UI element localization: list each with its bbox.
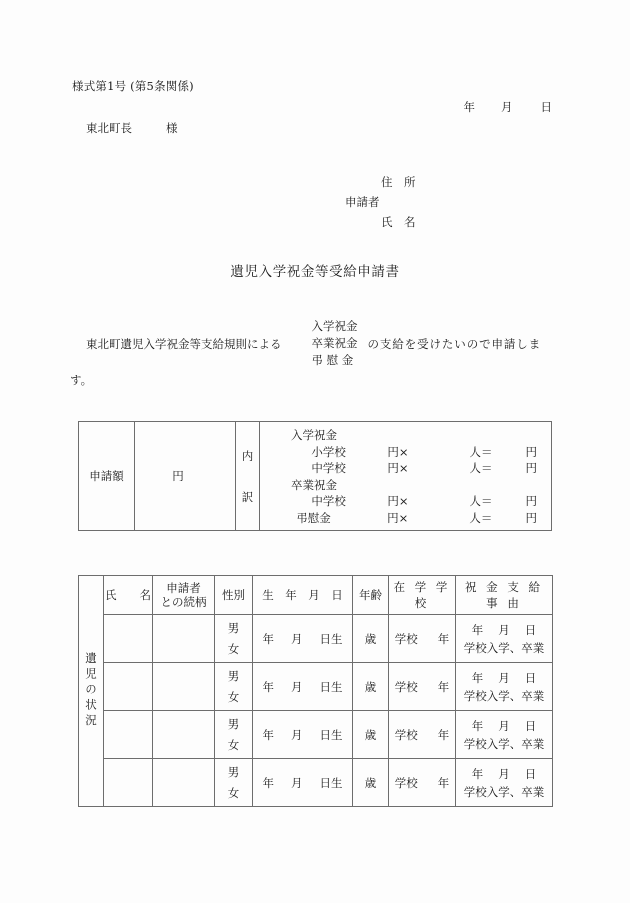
cell-relation[interactable] [153, 759, 215, 807]
cell-relation[interactable] [153, 711, 215, 759]
cell-gender[interactable] [215, 615, 253, 663]
addressee-name: 東北町長 [86, 121, 132, 135]
cell-reason[interactable] [456, 615, 553, 663]
cell-reason[interactable] [456, 711, 553, 759]
amount-value-cell[interactable]: 円 [135, 422, 236, 531]
amount-table [78, 421, 552, 531]
reason-day-label: 日 [524, 718, 537, 733]
breakdown-name: 入学祝金 [291, 428, 337, 442]
gender-male[interactable]: 男 [227, 716, 240, 731]
header-name [104, 576, 153, 615]
orphan-status-label-cell [79, 576, 104, 807]
reason-day-label: 日 [524, 766, 537, 781]
reason-event-label: 学校入学、卒業 [463, 688, 545, 703]
header-relation-line2: との続柄 [160, 595, 207, 609]
breakdown-total: 円 [525, 444, 537, 459]
gender-female[interactable]: 女 [227, 641, 240, 656]
gender-male[interactable]: 男 [227, 764, 240, 779]
date-year-label: 年 [463, 100, 475, 114]
reason-event-label: 学校入学、卒業 [463, 640, 545, 655]
breakdown-name: 弔慰金 [296, 510, 331, 525]
addressee-honorific: 様 [166, 121, 178, 135]
breakdown-name: 小学校 [311, 444, 346, 459]
breakdown-total [528, 477, 551, 494]
cell-name[interactable] [104, 711, 153, 759]
gender-male[interactable]: 男 [227, 620, 240, 635]
cell-name[interactable] [104, 663, 153, 711]
gender-female[interactable]: 女 [227, 785, 240, 800]
birth-day-label: 日生 [319, 679, 343, 694]
breakdown-name: 中学校 [311, 461, 346, 475]
header-reason: 祝 金 支 給 事 由 [456, 576, 553, 615]
benefit-option-graduation: 卒業祝金 [311, 336, 358, 350]
header-gender: 性別 [215, 576, 253, 615]
amount-label-cell: 申請額 [79, 422, 135, 531]
cell-gender[interactable] [215, 711, 253, 759]
breakdown-count: 人＝ [469, 510, 493, 525]
cell-school[interactable] [389, 759, 456, 807]
gender-female[interactable]: 女 [227, 689, 240, 704]
cell-gender[interactable] [215, 759, 253, 807]
school-word-label: 学校 [394, 631, 418, 646]
age-unit-label: 歳 [364, 727, 377, 742]
breakdown-cell [260, 422, 552, 531]
orphan-table-row [79, 711, 553, 759]
applicant-label: 申請者 [345, 195, 380, 209]
breakdown-unit: 円× [387, 444, 409, 459]
age-unit-label: 歳 [364, 679, 377, 694]
cell-school[interactable] [389, 711, 456, 759]
cell-school[interactable] [389, 663, 456, 711]
birth-year-label: 年 [262, 679, 274, 694]
reason-year-label: 年 [471, 670, 484, 685]
cell-reason[interactable] [456, 759, 553, 807]
breakdown-total: 円 [525, 510, 537, 525]
benefit-options-group [312, 318, 358, 369]
cell-school[interactable] [389, 615, 456, 663]
body-tail-text: の支給を受けたいので申請しま [367, 336, 542, 351]
breakdown-count: 人＝ [469, 444, 493, 459]
cell-reason[interactable] [456, 663, 553, 711]
birth-day-label: 日生 [319, 727, 343, 742]
birth-month-label: 月 [291, 727, 303, 742]
birth-year-label: 年 [262, 775, 274, 790]
applicant-address-label: 住 所 [381, 175, 416, 189]
reason-day-label: 日 [524, 670, 537, 685]
breakdown-unit: 円× [387, 494, 409, 508]
school-grade-label: 年 [437, 631, 450, 646]
reason-day-label: 日 [524, 622, 537, 637]
header-age: 年齢 [353, 576, 389, 615]
breakdown-name: 卒業祝金 [291, 477, 337, 492]
breakdown-unit: 円× [387, 461, 409, 475]
breakdown-count [438, 427, 528, 444]
gender-male[interactable]: 男 [227, 668, 240, 683]
school-grade-label: 年 [437, 727, 450, 742]
cell-birthdate[interactable] [253, 711, 353, 759]
reason-year-label: 年 [471, 718, 484, 733]
gender-female[interactable]: 女 [227, 737, 240, 752]
amount-table-row [79, 422, 552, 531]
header-relation-line1: 申請者 [166, 581, 201, 595]
school-word-label: 学校 [394, 775, 418, 790]
applicant-block [345, 172, 416, 232]
benefit-option-condolence: 弔 慰 金 [311, 353, 354, 367]
cell-birthdate[interactable] [253, 663, 353, 711]
birth-month-label: 月 [291, 679, 303, 694]
reason-date-line [456, 765, 552, 783]
orphan-table-row [79, 615, 553, 663]
date-month-label: 月 [501, 100, 513, 114]
breakdown-row [268, 427, 551, 444]
reason-month-label: 月 [498, 622, 510, 637]
breakdown-unit [360, 477, 438, 494]
cell-birthdate[interactable] [253, 759, 353, 807]
age-unit-label: 歳 [364, 775, 377, 790]
reason-date-line [456, 669, 552, 687]
birth-year-label: 年 [262, 631, 274, 646]
cell-birthdate[interactable] [253, 615, 353, 663]
breakdown-row [268, 510, 551, 527]
breakdown-total: 円 [525, 494, 537, 508]
cell-gender[interactable] [215, 663, 253, 711]
school-word-label: 学校 [394, 679, 418, 694]
breakdown-row [268, 493, 551, 510]
breakdown-label-cell [236, 422, 260, 531]
orphan-status-table [78, 575, 553, 807]
breakdown-row [268, 444, 551, 461]
cell-relation[interactable] [153, 663, 215, 711]
date-day-label: 日 [540, 100, 552, 114]
breakdown-total [528, 427, 551, 444]
reason-year-label: 年 [471, 766, 484, 781]
breakdown-unit: 円× [387, 510, 409, 525]
orphan-status-vertical-label: 遺児の状況 [84, 652, 98, 730]
header-school: 在 学 学 校 [389, 576, 456, 615]
birth-year-label: 年 [262, 727, 274, 742]
reason-date-line [456, 621, 552, 639]
breakdown-count: 人＝ [469, 461, 493, 475]
birth-day-label: 日生 [319, 631, 343, 646]
reason-month-label: 月 [498, 766, 510, 781]
cell-name[interactable] [104, 759, 153, 807]
breakdown-name: 中学校 [311, 494, 346, 508]
breakdown-row [268, 477, 551, 494]
reason-month-label: 月 [498, 718, 510, 733]
school-grade-label: 年 [437, 775, 450, 790]
age-unit-label: 歳 [364, 631, 377, 646]
breakdown-label-bottom: 訳 [241, 489, 254, 504]
orphan-table-row [79, 759, 553, 807]
breakdown-count [438, 477, 528, 494]
cell-age[interactable] [353, 663, 389, 711]
school-grade-label: 年 [437, 679, 450, 694]
school-word-label: 学校 [394, 727, 418, 742]
breakdown-row [268, 460, 551, 477]
header-birthdate: 生 年 月 日 [253, 576, 353, 615]
breakdown-total: 円 [525, 461, 537, 475]
cell-relation[interactable] [153, 615, 215, 663]
form-number: 様式第1号 (第5条関係) [72, 79, 194, 93]
birth-day-label: 日生 [319, 775, 343, 790]
body-paragraph [70, 318, 542, 387]
benefit-option-entrance: 入学祝金 [311, 319, 358, 333]
cell-name[interactable] [104, 615, 153, 663]
reason-month-label: 月 [498, 670, 510, 685]
applicant-name-label: 氏 名 [381, 215, 416, 229]
birth-month-label: 月 [291, 631, 303, 646]
orphan-table-header-row [79, 576, 553, 615]
body-lead-text: 東北町遺児入学祝金等支給規則による [86, 336, 282, 351]
reason-event-label: 学校入学、卒業 [463, 736, 545, 751]
page-title: 遺児入学祝金等受給申請書 [230, 264, 400, 280]
reason-event-label: 学校入学、卒業 [463, 784, 545, 799]
addressee [86, 120, 178, 136]
cell-age[interactable] [353, 711, 389, 759]
reason-date-line [456, 717, 552, 735]
reason-year-label: 年 [471, 622, 484, 637]
body-wrap-text: す。 [70, 373, 93, 387]
header-name-text: 氏 名 [105, 588, 151, 602]
cell-age[interactable] [353, 759, 389, 807]
date-line [0, 99, 552, 115]
breakdown-label-top: 内 [241, 448, 254, 463]
birth-month-label: 月 [291, 775, 303, 790]
breakdown-count: 人＝ [469, 494, 493, 508]
breakdown-unit [360, 427, 438, 444]
cell-age[interactable] [353, 615, 389, 663]
header-relation [153, 576, 215, 615]
orphan-table-row [79, 663, 553, 711]
